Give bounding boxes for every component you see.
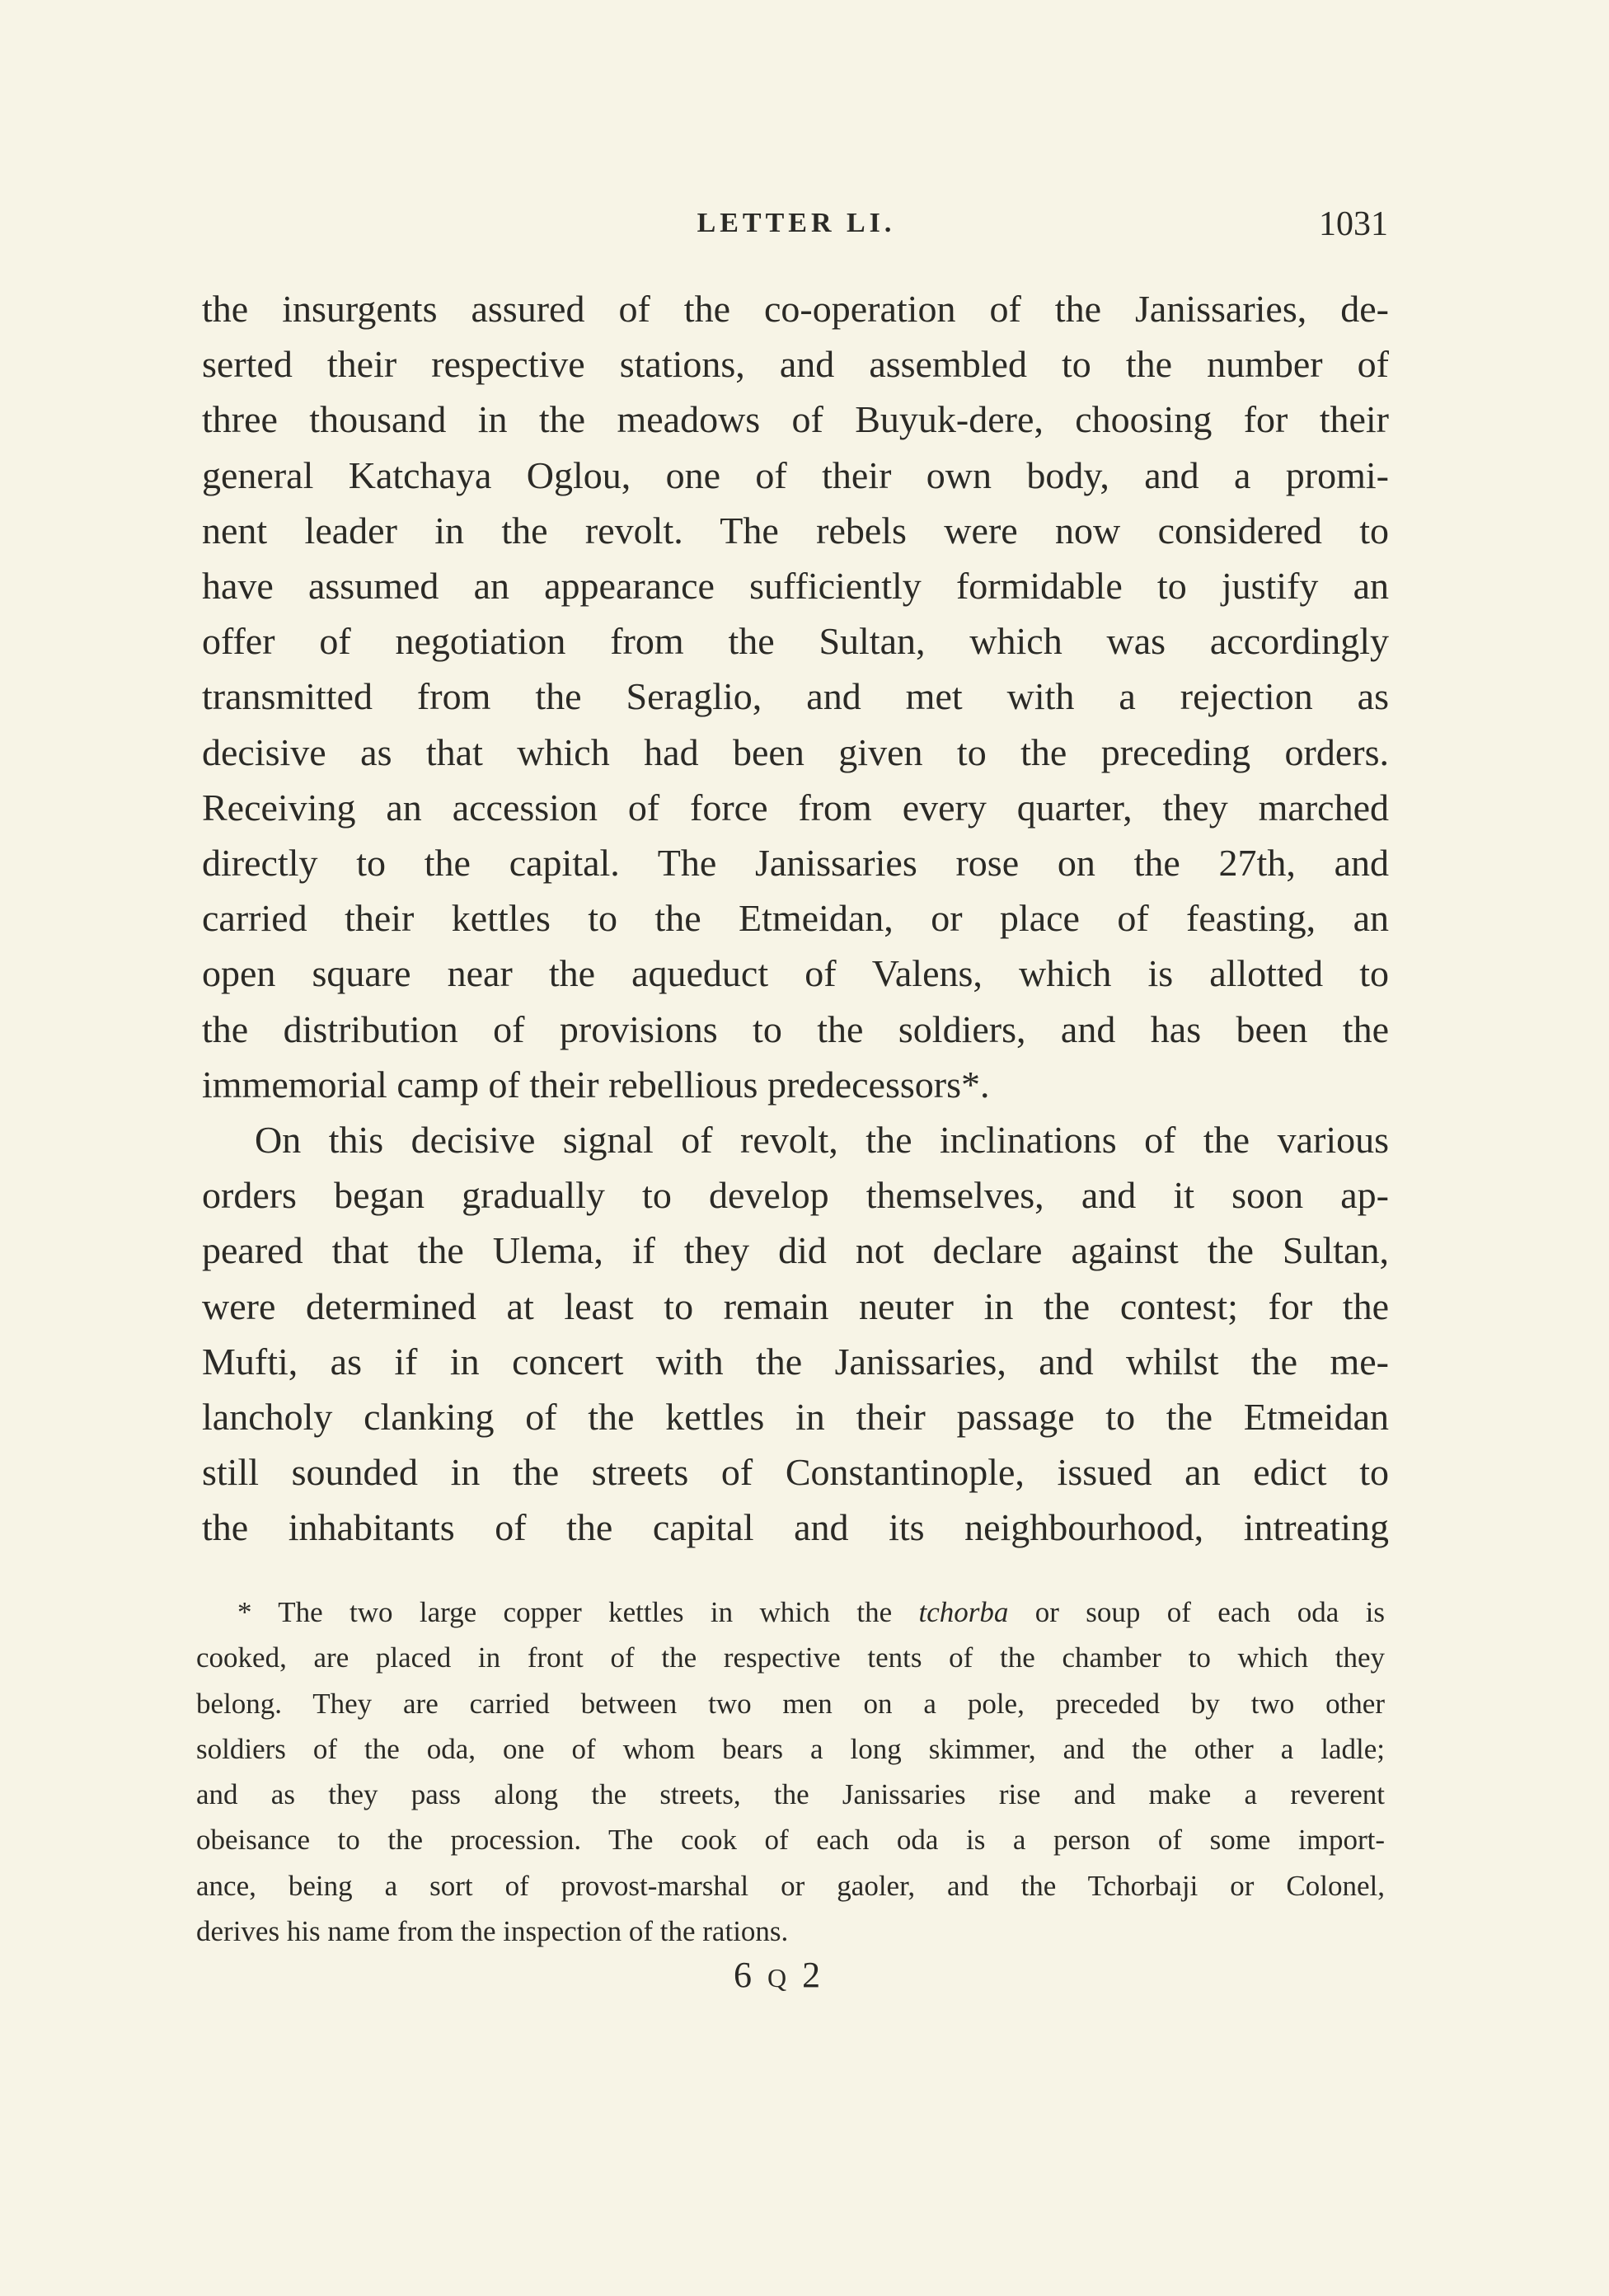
footnote-line: belong. They are carried between two men on a pole, preceded by two other (196, 1687, 1385, 1720)
footnote-line: derives his name from the inspection of the rations. (196, 1915, 789, 1948)
footnote-line: soldiers of the oda, one of whom bears a long skimmer, and the other a ladle; (196, 1732, 1385, 1765)
text-line: orders began gradually to develop themselves, and it soon ap- (202, 1174, 1389, 1217)
text-line: lancholy clanking of the kettles in their passage to the Etmeidan (202, 1396, 1389, 1439)
footnote-marker: * (237, 1596, 252, 1628)
text-line: On this decisive signal of revolt, the inclinations of the various (255, 1119, 1389, 1162)
footnote-italic-term: tchorba (918, 1596, 1009, 1628)
text-line: transmitted from the Seraglio, and met with a rejection as (202, 675, 1389, 718)
text-line: carried their kettles to the Etmeidan, or place of feasting, an (202, 897, 1389, 940)
text-line: still sounded in the streets of Constantinople, issued an edict to (202, 1451, 1389, 1494)
text-line: were determined at least to remain neuter in the contest; for the (202, 1284, 1389, 1327)
text-line: peared that the Ulema, if they did not declare against the Sultan, (202, 1229, 1389, 1272)
text-line: offer of negotiation from the Sultan, which was accordingly (202, 620, 1389, 663)
text-line: general Katchaya Oglou, one of their own body, and a promi- (202, 453, 1389, 496)
text-line: Receiving an accession of force from every quarter, they marched (202, 786, 1389, 829)
text-line: open square near the aqueduct of Valens, which is allotted to (202, 952, 1389, 995)
footnote-text: or soup of each oda is (1008, 1596, 1385, 1628)
text-line: the inhabitants of the capital and its neighbourhood, intreating (202, 1506, 1389, 1549)
body-text (202, 281, 1389, 1556)
page-number: 1031 (1319, 205, 1388, 243)
text-line: the insurgents assured of the co-operation of the Janissaries, de- (202, 288, 1389, 330)
text-line: nent leader in the revolt. The rebels were now considered to (202, 509, 1389, 552)
signature-mark: 6 Q 2 (734, 1955, 824, 1995)
footnote-line (196, 1589, 1385, 1635)
text-line: immemorial camp of their rebellious predecessors*. (202, 1063, 990, 1106)
running-title: LETTER LI. (697, 208, 896, 238)
footnote-line: obeisance to the procession. The cook of each oda is a person of some import- (196, 1824, 1385, 1857)
text-line: three thousand in the meadows of Buyuk-dere, choosing for their (202, 398, 1389, 441)
text-line: the distribution of provisions to the soldiers, and has been the (202, 1007, 1389, 1050)
text-line: directly to the capital. The Janissaries rose on the 27th, and (202, 842, 1389, 885)
footnote-line: ance, being a sort of provost-marshal or gaoler, and the Tchorbaji or Colonel, (196, 1869, 1385, 1902)
text-line: Mufti, as if in concert with the Janissaries, and whilst the me- (202, 1340, 1389, 1383)
running-head (198, 204, 1395, 246)
text-line: decisive as that which had been given to the preceding orders. (202, 730, 1389, 773)
text-line: serted their respective stations, and assembled to the number of (202, 343, 1389, 386)
text-line: have assumed an appearance sufficiently formidable to justify an (202, 565, 1389, 608)
footnote-line: cooked, are placed in front of the respective tents of the chamber to which they (196, 1641, 1385, 1674)
footnote-text: The two large copper kettles in which the (278, 1596, 919, 1628)
footnote (196, 1589, 1385, 1954)
footnote-line: and as they pass along the streets, the Janissaries rise and make a reverent (196, 1778, 1385, 1811)
